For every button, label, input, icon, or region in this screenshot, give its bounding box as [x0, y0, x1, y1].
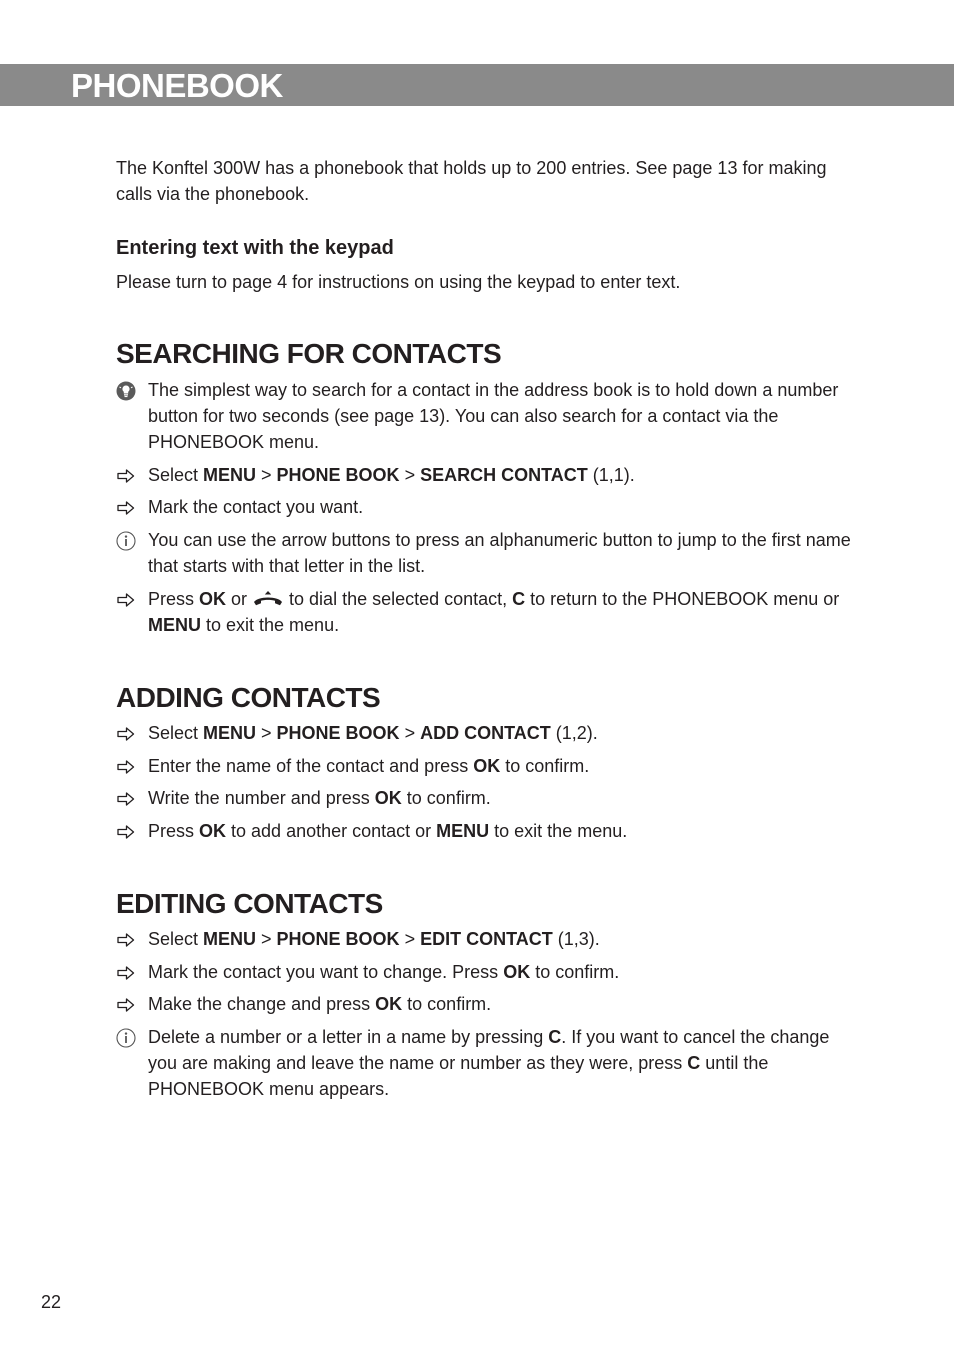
- edit-step-mark-text: Mark the contact you want to change. Press OK to confirm.: [148, 962, 620, 982]
- search-tip: [116, 377, 856, 455]
- arrow-right-icon: [116, 822, 136, 842]
- add-step-another-text: Press OK to add another contact or MENU to exit the menu.: [148, 821, 628, 841]
- search-step-mark: [116, 494, 856, 520]
- info-icon: [116, 1028, 136, 1048]
- search-step-dial: [116, 586, 856, 638]
- edit-step-select-text: Select MENU > PHONE BOOK > EDIT CONTACT (1,3).: [148, 929, 600, 949]
- arrow-right-icon: [116, 498, 136, 518]
- search-step-mark-text: Mark the contact you want.: [148, 497, 364, 517]
- adding-heading: ADDING CONTACTS: [116, 682, 381, 713]
- search-info-text: You can use the arrow buttons to press an alphanumeric button to jump to the first name that starts with that letter in the list.: [148, 530, 851, 576]
- edit-info: [116, 1024, 856, 1102]
- search-step-dial-text: Press OK or to dial the selected contact, C to return to the PHONEBOOK menu or MENU to exit the menu.: [148, 589, 840, 635]
- search-step-select-text: Select MENU > PHONE BOOK > SEARCH CONTACT (1,1).: [148, 465, 635, 485]
- add-step-number: [116, 785, 856, 811]
- arrow-right-icon: [116, 724, 136, 744]
- page-number: 22: [41, 1292, 62, 1312]
- edit-info-text: Delete a number or a letter in a name by pressing C. If you want to cancel the change you are making and leave the name or number as they were, press C until the PHONEBOOK menu appears.: [148, 1027, 830, 1099]
- title-banner: [0, 64, 954, 106]
- add-step-name: [116, 753, 856, 779]
- arrow-right-icon: [116, 995, 136, 1015]
- add-step-select: [116, 720, 856, 746]
- edit-step-change-text: Make the change and press OK to confirm.: [148, 994, 492, 1014]
- intro-paragraph: The Konftel 300W has a phonebook that holds up to 200 entries. See page 13 for making calls via the phonebook.: [116, 158, 827, 204]
- add-step-name-text: Enter the name of the contact and press OK to confirm.: [148, 756, 590, 776]
- arrow-right-icon: [116, 963, 136, 983]
- search-info: [116, 527, 856, 579]
- keypad-heading: Entering text with the keypad: [116, 237, 394, 259]
- add-step-select-text: Select MENU > PHONE BOOK > ADD CONTACT (1,2).: [148, 723, 598, 743]
- editing-heading: EDITING CONTACTS: [116, 888, 383, 919]
- arrow-right-icon: [116, 757, 136, 777]
- lightbulb-icon: [116, 381, 136, 401]
- keypad-paragraph: Please turn to page 4 for instructions on using the keypad to enter text.: [116, 272, 681, 292]
- arrow-right-icon: [116, 466, 136, 486]
- info-icon: [116, 531, 136, 551]
- edit-step-mark: [116, 959, 856, 985]
- add-step-number-text: Write the number and press OK to confirm.: [148, 788, 491, 808]
- searching-heading: SEARCHING FOR CONTACTS: [116, 338, 502, 369]
- edit-step-select: [116, 926, 856, 952]
- arrow-right-icon: [116, 590, 136, 610]
- arrow-right-icon: [116, 930, 136, 950]
- arrow-right-icon: [116, 789, 136, 809]
- phone-hook-icon: [252, 590, 284, 608]
- add-step-another: [116, 818, 856, 844]
- search-tip-text: The simplest way to search for a contact in the address book is to hold down a number button for two seconds (see page 13). You can also search for a contact via the PHONEBOOK menu.: [148, 380, 839, 452]
- search-step-select: [116, 462, 856, 488]
- page-title: PHONEBOOK: [71, 67, 283, 104]
- edit-step-change: [116, 991, 856, 1017]
